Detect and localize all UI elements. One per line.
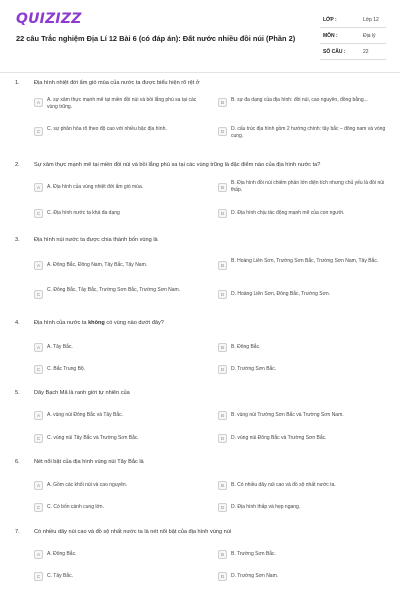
question-text: Dãy Bạch Mã là ranh giới tự nhiên của — [34, 390, 130, 396]
question-text-before: Địa hình của nước ta — [34, 320, 89, 326]
option-letter-badge: D — [218, 365, 227, 374]
option-letter-badge: B — [218, 98, 227, 107]
option-text: D. Địa hình thấp và hẹp ngang. — [231, 504, 301, 510]
question-text: Địa hình nhiệt đới ẩm gió mùa của nước ta được biểu hiện rõ rệt ở — [34, 80, 200, 86]
option-text: C. sự phân hóa rõ theo độ cao với nhiều bậc địa hình. — [47, 126, 167, 132]
worksheet-title: 22 câu Trắc nghiệm Địa Lí 12 Bài 6 (có đáp án): Đất nước nhiều đồi núi (Phần 2) — [16, 34, 296, 43]
question-text: Địa hình núi nước ta được chia thành bốn vùng là — [34, 237, 158, 243]
option-text: C. Đông Bắc, Tây Bắc, Trường Sơn Bắc, Trường Sơn Nam. — [47, 287, 181, 293]
question-number: 1. — [15, 80, 20, 86]
option-text: A. Gồm các khối núi và cao nguyên. — [47, 482, 128, 488]
option-text: D. Trường Sơn Nam. — [231, 573, 279, 579]
option-text: B. Đông Bắc. — [231, 344, 261, 350]
option-letter-badge: D — [218, 127, 227, 136]
option-letter-badge: B — [218, 411, 227, 420]
option-text: D. Trường Sơn Bắc. — [231, 366, 277, 372]
option-text: A. Địa hình của vùng nhiệt đới ẩm gió mùa. — [47, 184, 144, 190]
option-letter-badge: A — [34, 343, 43, 352]
option-letter-badge: C — [34, 290, 43, 299]
option-text: B. Địa hình đồi núi chiếm phần lớn diện tích nhưng chủ yếu là đồi núi thấp. — [231, 180, 385, 193]
option-letter-badge: B — [218, 343, 227, 352]
option-letter-badge: A — [34, 261, 43, 270]
quizizz-logo[interactable]: QUIZIZZ — [16, 11, 82, 27]
option-text: C. Địa hình nước ta khá đa dạng — [47, 210, 120, 216]
meta-value: 22 — [363, 49, 369, 55]
option-letter-badge: B — [218, 261, 227, 270]
option-text: A. Đông Bắc, Đông Nam, Tây Bắc, Tây Nam. — [47, 262, 148, 268]
question-text: Nét nổi bật của địa hình vùng núi Tây Bắc là — [34, 459, 144, 465]
option-letter-badge: C — [34, 365, 43, 374]
worksheet-meta — [320, 12, 386, 60]
meta-row-count — [320, 44, 386, 60]
option-letter-badge: D — [218, 434, 227, 443]
question-text — [34, 320, 394, 327]
option-letter-badge: A — [34, 98, 43, 107]
meta-value: Địa lý — [363, 33, 376, 39]
question-text-after: có vùng nào dưới đây? — [104, 320, 164, 326]
option-letter-badge: A — [34, 481, 43, 490]
question-text: Có nhiều dãy núi cao và đồ sộ nhất nước ta là nét nổi bật của địa hình vùng núi — [34, 529, 232, 535]
option-letter-badge: C — [34, 434, 43, 443]
question-text: Sự xâm thực mạnh mẽ tại miền đồi núi và bồi lắng phù sa tại các vùng trũng là đặc điểm nào của địa hình nước ta? — [34, 162, 321, 168]
option-letter-badge: C — [34, 572, 43, 581]
option-text: A. sự xâm thực mạnh mẽ tại miền đồi núi và bồi lắng phù sa tại các vùng trũng. — [47, 97, 197, 110]
meta-value: Lớp 12 — [363, 17, 379, 23]
option-text: C. Có bốn cánh cung lớn. — [47, 504, 104, 510]
option-text: C. vùng núi Tây Bắc và Trường Sơn Bắc. — [47, 435, 139, 441]
meta-key: SỐ CÂU : — [323, 49, 346, 55]
question-number: 4. — [15, 320, 20, 326]
meta-row-grade — [320, 12, 386, 28]
question-text-emphasis: không — [88, 320, 105, 326]
option-text: B. sự đa dạng của địa hình: đồi núi, cao nguyên, đồng bằng... — [231, 97, 368, 103]
header-divider — [0, 72, 400, 73]
option-text: B. vùng núi Trường Sơn Bắc và Trường Sơn Nam. — [231, 412, 344, 418]
option-text: C. Bắc Trung Bộ. — [47, 366, 86, 372]
question-number: 2. — [15, 162, 20, 168]
option-letter-badge: A — [34, 550, 43, 559]
option-letter-badge: B — [218, 481, 227, 490]
question-number: 3. — [15, 237, 20, 243]
option-letter-badge: D — [218, 290, 227, 299]
option-text: D. Hoàng Liên Sơn, Đông Bắc, Trường Sơn. — [231, 291, 331, 297]
meta-key: MÔN : — [323, 33, 338, 39]
question-number: 7. — [15, 529, 20, 535]
option-text: D. vùng núi Đông Bắc và Trường Sơn Bắc. — [231, 435, 327, 441]
worksheet-header — [0, 0, 400, 68]
meta-row-subject — [320, 28, 386, 44]
option-text: D. cấu trúc địa hình gồm 2 hướng chính: tây bắc – đông nam và vòng cung. — [231, 126, 386, 139]
option-letter-badge: B — [218, 183, 227, 192]
option-letter-badge: B — [218, 550, 227, 559]
option-letter-badge: A — [34, 411, 43, 420]
question-number: 6. — [15, 459, 20, 465]
meta-key: LỚP : — [323, 17, 337, 23]
option-letter-badge: A — [34, 183, 43, 192]
option-letter-badge: C — [34, 127, 43, 136]
option-text: A. vùng núi Đông Bắc và Tây Bắc. — [47, 412, 124, 418]
option-text: C. Tây Bắc. — [47, 573, 74, 579]
option-text: A. Tây Bắc. — [47, 344, 73, 350]
option-letter-badge: D — [218, 503, 227, 512]
option-text: A. Đông Bắc. — [47, 551, 77, 557]
option-letter-badge: C — [34, 503, 43, 512]
option-text: B. Có nhiều dãy núi cao và đồ sộ nhất nước ta. — [231, 482, 336, 488]
option-letter-badge: C — [34, 209, 43, 218]
option-letter-badge: D — [218, 572, 227, 581]
option-letter-badge: D — [218, 209, 227, 218]
question-number: 5. — [15, 390, 20, 396]
option-text: B. Trường Sơn Bắc. — [231, 551, 276, 557]
option-text: B. Hoàng Liên Sơn, Trường Sơn Bắc, Trường Sơn Nam, Tây Bắc. — [231, 258, 379, 264]
option-text: D. Địa hình chịu tác động mạnh mẽ của con người. — [231, 210, 345, 216]
